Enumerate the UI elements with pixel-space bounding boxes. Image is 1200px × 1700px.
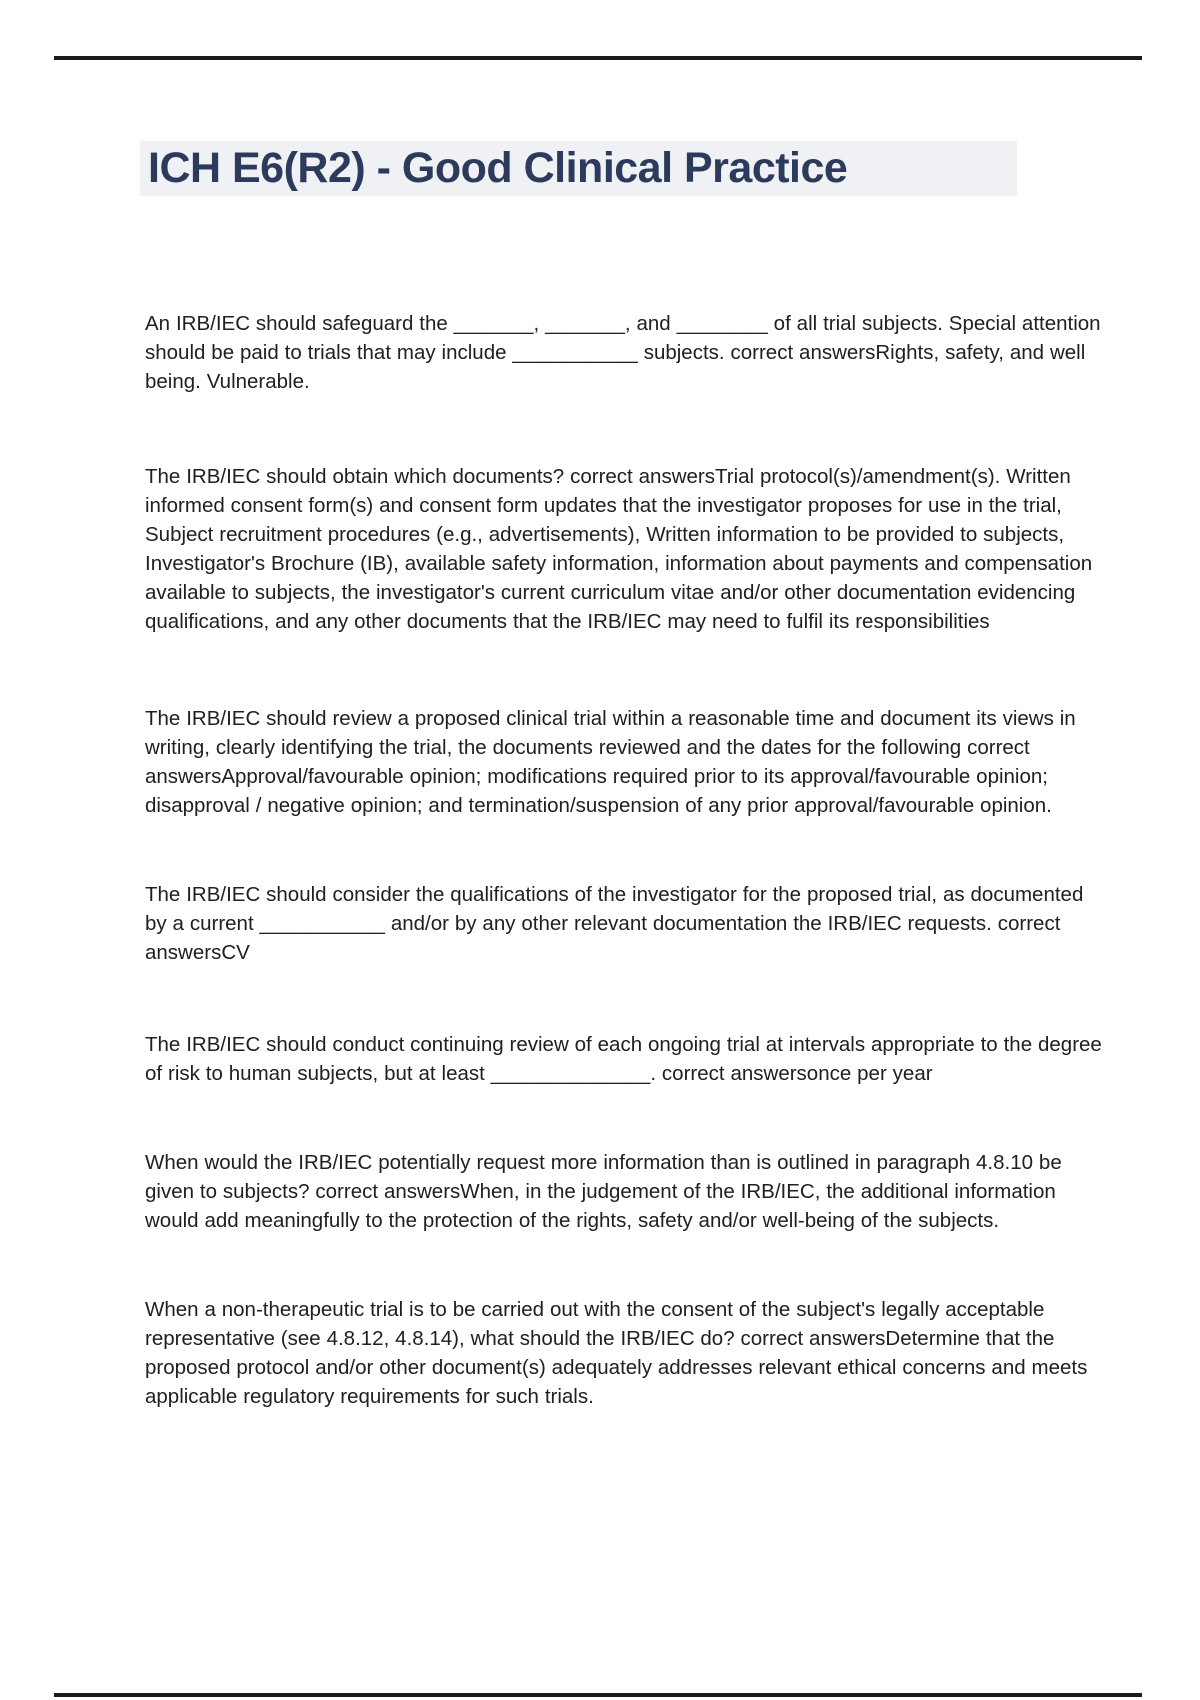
title-highlight-band bbox=[140, 141, 1017, 196]
qa-paragraph-obtain-documents: The IRB/IEC should obtain which documents? correct answersTrial protocol(s)/amendment(s). Written informed consent form(s) and consent form updates that the investigator proposes for use in the trial, Subject recruitment procedures (e.g., advertisements), Written information to be provided to subjects, Investigator's Brochure (IB), available safety information, information about payments and compensation available to subjects, the investigator's current curriculum vitae and/or other documentation evidencing qualifications, and any other documents that the IRB/IEC may need to fulfil its responsibilities bbox=[145, 464, 1093, 633]
qa-paragraph-safeguard-subjects: An IRB/IEC should safeguard the _______, _______, and ________ of all trial subjects. Special attention should be paid to trials that may include ___________ subjects. correct answersRights, safety, and well being. Vulnerable. bbox=[145, 311, 1101, 393]
bottom-horizontal-rule bbox=[54, 1693, 1142, 1697]
qa-paragraph-review-proposed-trial: The IRB/IEC should review a proposed clinical trial within a reasonable time and document its views in writing, clearly identifying the trial, the documents reviewed and the dates for the following correct answersApproval/favourable opinion; modifications required prior to its approval/favourable opinion; disapproval / negative opinion; and termination/suspension of any prior approval/favourable opinion. bbox=[145, 706, 1076, 817]
top-horizontal-rule bbox=[54, 56, 1142, 60]
page-title: ICH E6(R2) - Good Clinical Practice bbox=[148, 144, 848, 192]
qa-paragraph-request-more-information: When would the IRB/IEC potentially request more information than is outlined in paragraph 4.8.10 be given to subjects? correct answersWhen, in the judgement of the IRB/IEC, the additional information would add meaningfully to the protection of the rights, safety and/or well-being of the subjects. bbox=[145, 1150, 1062, 1232]
qa-paragraph-continuing-review: The IRB/IEC should conduct continuing review of each ongoing trial at intervals appropriate to the degree of risk to human subjects, but at least ______________. correct answersonce per year bbox=[145, 1032, 1102, 1085]
qa-paragraph-non-therapeutic-trial: When a non-therapeutic trial is to be carried out with the consent of the subject's legally acceptable representative (see 4.8.12, 4.8.14), what should the IRB/IEC do? correct answersDetermine that the proposed protocol and/or other document(s) adequately addresses relevant ethical concerns and meets applicable regulatory requirements for such trials. bbox=[145, 1297, 1088, 1408]
qa-paragraph-investigator-qualifications: The IRB/IEC should consider the qualifications of the investigator for the proposed trial, as documented by a current ___________ and/or by any other relevant documentation the IRB/IEC requests. correct answersCV bbox=[145, 882, 1084, 964]
